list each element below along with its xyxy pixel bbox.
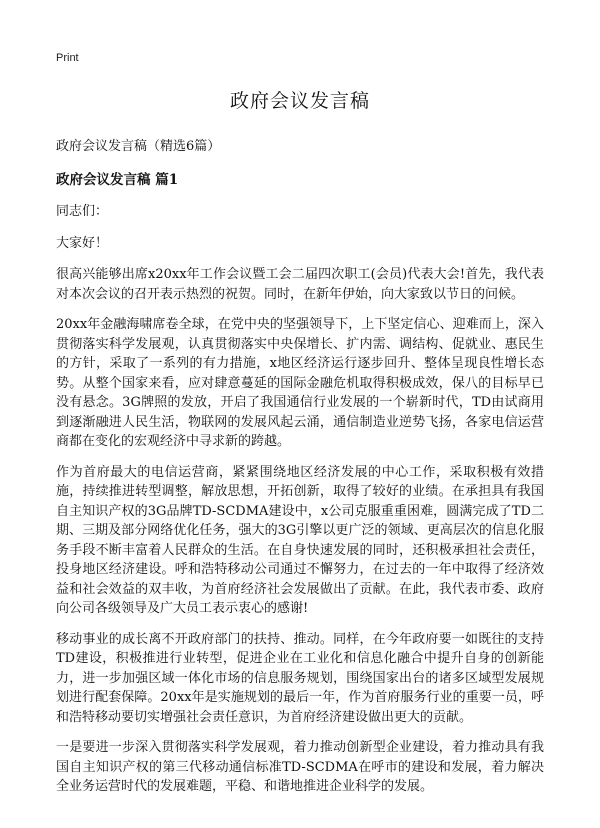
paragraph-first-point: 一是要进一步深入贯彻落实科学发展观，着力推动创新型企业建设，着力推动具有我国自主知识产权的第三代移动通信标准TD-SCDMA在呼市的建设和发展，着力解决全业务运营时代的发展难题，平稳、和谐地推进企业科学的发展。: [56, 740, 544, 794]
paragraph-opening: 很高兴能够出席x20xx年工作会议暨工会二届四次职工(会员)代表大会!首先，我代表对本次会议的召开表示热烈的祝贺。同时，在新年伊始，向大家致以节日的问候。: [56, 267, 544, 302]
paragraph-support: 移动事业的成长离不开政府部门的扶持、推动。同样，在今年政府要一如既往的支持TD建设，积极推进行业转型，促进企业在工业化和信息化融合中提升自身的创新能力，进一步加强区域一体化市场的信息服务规划，围绕国家出台的诸多区域型发展规划进行配套保障。20xx年是实施规划的最后一年，作为首府服务行业的重要一员，呼和浩特移动要切实增强社会责任意识，为首府经济建设做出更大的贡献。: [56, 631, 544, 725]
paragraph-operator: 作为首府最大的电信运营商，紧紧围绕地区经济发展的中心工作，采取积极有效措施，持续推进转型调整，解放思想，开拓创新，取得了较好的业绩。在承担具有我国自主知识产权的3G品牌TD-SCDMA建设中，x公司克服重重困难，圆满完成了TD二期、三期及部分网络优化任务，强大的3G引擎以更广泛的领域、更高层次的信息化服务手段不断丰富着人民群众的生活。在自身快速发展的同时，还积极承担社会责任，投身地区经济建设。呼和浩特移动公司通过不懈努力，在过去的一年中取得了经济效益和社会效益的双丰收，为首府经济社会发展做出了贡献。在此，我代表市委、政府向公司各级领导及广大员工表示衷心的感谢!: [56, 464, 544, 616]
paragraph-economy: 20xx年金融海啸席卷全球，在党中央的坚强领导下，上下坚定信心、迎难而上，深入贯彻落实科学发展观，认真贯彻落实中央保增长、扩内需、调结构、促就业、惠民生的方针，采取了一系列的有力措施，x地区经济运行逐步回升、整体呈现良性增长态势。从整个国家来看，应对肆意蔓延的国际金融危机取得积极成效，保八的目标早已没有悬念。3G牌照的发放，开启了我国通信行业发展的一个崭新时代，TD由试商用到逐渐融进人民生活，物联网的发展风起云涌，通信制造业逆势飞扬，各家电信运营商都在变化的宏观经济中寻求新的跨越。: [56, 317, 545, 449]
section-heading: 政府会议发言稿 篇1: [56, 172, 179, 188]
paragraph-greeting: 大家好！: [56, 235, 109, 251]
paragraph-salutation: 同志们：: [56, 204, 109, 219]
page-title: 政府会议发言稿: [229, 90, 370, 112]
print-link[interactable]: Print: [56, 52, 79, 64]
document-subtitle: 政府会议发言稿（精选6篇）: [56, 139, 221, 154]
